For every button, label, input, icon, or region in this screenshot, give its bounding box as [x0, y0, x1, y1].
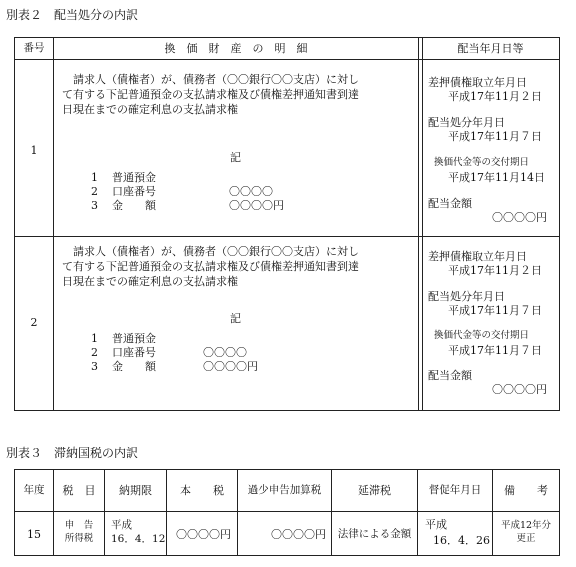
- year-cell: 15: [27, 528, 41, 541]
- seizure-date-value: 平成17年11月２日: [448, 90, 542, 103]
- item-3-label: 金 額: [112, 360, 156, 373]
- demand-cell-line-2: 16．4．26: [433, 534, 490, 547]
- distribution-amount-label: 配当金額: [428, 197, 472, 210]
- item-1-no: 1: [91, 171, 98, 184]
- distribution-amount-value: 〇〇〇〇円: [492, 383, 547, 396]
- table2-col-divider-2: [418, 37, 423, 411]
- distribution-date-value: 平成17年11月７日: [448, 130, 542, 143]
- penalty-cell: 〇〇〇〇円: [271, 528, 326, 541]
- table3-bottom-border: [14, 555, 560, 556]
- description-line-3: 日現在までの確定利息の支払請求権: [62, 275, 238, 288]
- item-3-no: 3: [91, 360, 98, 373]
- table3-header-year: 年度: [23, 484, 45, 496]
- table3-col-border: [559, 469, 560, 556]
- seizure-date-label: 差押債権取立年月日: [428, 250, 527, 263]
- table3-header-delinquency: 延滞税: [358, 484, 391, 497]
- table2-header-no: 番号: [23, 42, 45, 54]
- table3-header-bottom: [14, 511, 560, 512]
- item-3-label: 金 額: [112, 199, 156, 212]
- ki-label: 記: [230, 312, 241, 325]
- delivery-date-label: 換価代金等の交付期日: [434, 157, 530, 168]
- table2-header-detail: 換 価 財 産 の 明 細: [164, 42, 308, 55]
- table3-header-penalty: 過少申告加算税: [247, 484, 322, 496]
- table3-col-border: [417, 469, 418, 556]
- item-3-no: 3: [91, 199, 98, 212]
- item-2-label: 口座番号: [112, 185, 156, 198]
- table3-col-border: [331, 469, 332, 556]
- table2-header-bottom: [14, 59, 560, 60]
- demand-cell-line-1: 平成: [425, 518, 447, 531]
- principal-cell: 〇〇〇〇円: [176, 528, 231, 541]
- table3-col-border: [14, 469, 15, 556]
- item-3-value: 〇〇〇〇円: [203, 360, 258, 373]
- description-line-1: 請求人（債権者）が、債務者（〇〇銀行〇〇支店）に対し: [62, 73, 359, 86]
- table3-header-tax: 税 目: [62, 484, 96, 497]
- item-2-value: 〇〇〇〇: [229, 185, 273, 198]
- description-line-1: 請求人（債権者）が、債務者（〇〇銀行〇〇支店）に対し: [62, 245, 359, 258]
- distribution-date-label: 配当処分年月日: [428, 290, 505, 303]
- delivery-date-value: 平成17年11月７日: [448, 344, 542, 357]
- table3-caption: 別表３ 滞納国税の内訳: [6, 446, 139, 460]
- item-3-value: 〇〇〇〇円: [229, 199, 284, 212]
- item-2-label: 口座番号: [112, 346, 156, 359]
- item-2-value: 〇〇〇〇: [203, 346, 247, 359]
- table2-right-border: [559, 37, 560, 411]
- distribution-amount-label: 配当金額: [428, 369, 472, 382]
- table2-row-divider: [14, 236, 560, 237]
- description-line-2: て有する下記普通預金の支払請求権及び債権差押通知書到達: [62, 260, 359, 273]
- table3-col-border: [237, 469, 238, 556]
- item-2-no: 2: [91, 346, 98, 359]
- delivery-date-label: 換価代金等の交付期日: [434, 330, 530, 341]
- row-number: 1: [30, 144, 38, 157]
- table3-col-border: [166, 469, 167, 556]
- due-cell-line-2: 16．4．12: [111, 533, 166, 545]
- table3-col-border: [104, 469, 105, 556]
- table2-bottom-border: [14, 410, 560, 411]
- table3-header-due: 納期限: [119, 484, 152, 497]
- description-line-3: 日現在までの確定利息の支払請求権: [62, 103, 238, 116]
- seizure-date-label: 差押債権取立年月日: [428, 76, 527, 89]
- table3-header-remarks: 備 考: [504, 484, 548, 497]
- table3-header-demand: 督促年月日: [428, 484, 482, 496]
- table2-header-date: 配当年月日等: [457, 42, 524, 55]
- tax-cell-line-2: 所得税: [64, 533, 94, 544]
- row-number: 2: [30, 316, 38, 329]
- table3-header-principal: 本 税: [180, 484, 224, 497]
- table2-col-divider-1: [53, 37, 54, 411]
- item-1-label: 普通預金: [112, 332, 156, 345]
- item-2-no: 2: [91, 185, 98, 198]
- table2-left-border: [14, 37, 15, 411]
- table2-caption: 別表２ 配当処分の内訳: [6, 8, 139, 22]
- ki-label: 記: [230, 151, 241, 164]
- item-1-label: 普通預金: [112, 171, 156, 184]
- tax-cell-line-1: 申 告: [64, 520, 94, 531]
- remarks-cell-line-2: 更正: [516, 533, 536, 544]
- remarks-cell-line-1: 平成12年分: [500, 520, 552, 531]
- item-1-no: 1: [91, 332, 98, 345]
- distribution-amount-value: 〇〇〇〇円: [492, 211, 547, 224]
- table2-top-border: [14, 37, 560, 38]
- delinquency-cell: 法律による金額: [337, 528, 412, 540]
- seizure-date-value: 平成17年11月２日: [448, 264, 542, 277]
- due-cell-line-1: 平成: [111, 519, 132, 531]
- distribution-date-label: 配当処分年月日: [428, 116, 505, 129]
- distribution-date-value: 平成17年11月７日: [448, 304, 542, 317]
- delivery-date-value: 平成17年11月14日: [448, 171, 545, 184]
- table3-top-border: [14, 469, 560, 470]
- description-line-2: て有する下記普通預金の支払請求権及び債権差押通知書到達: [62, 88, 359, 101]
